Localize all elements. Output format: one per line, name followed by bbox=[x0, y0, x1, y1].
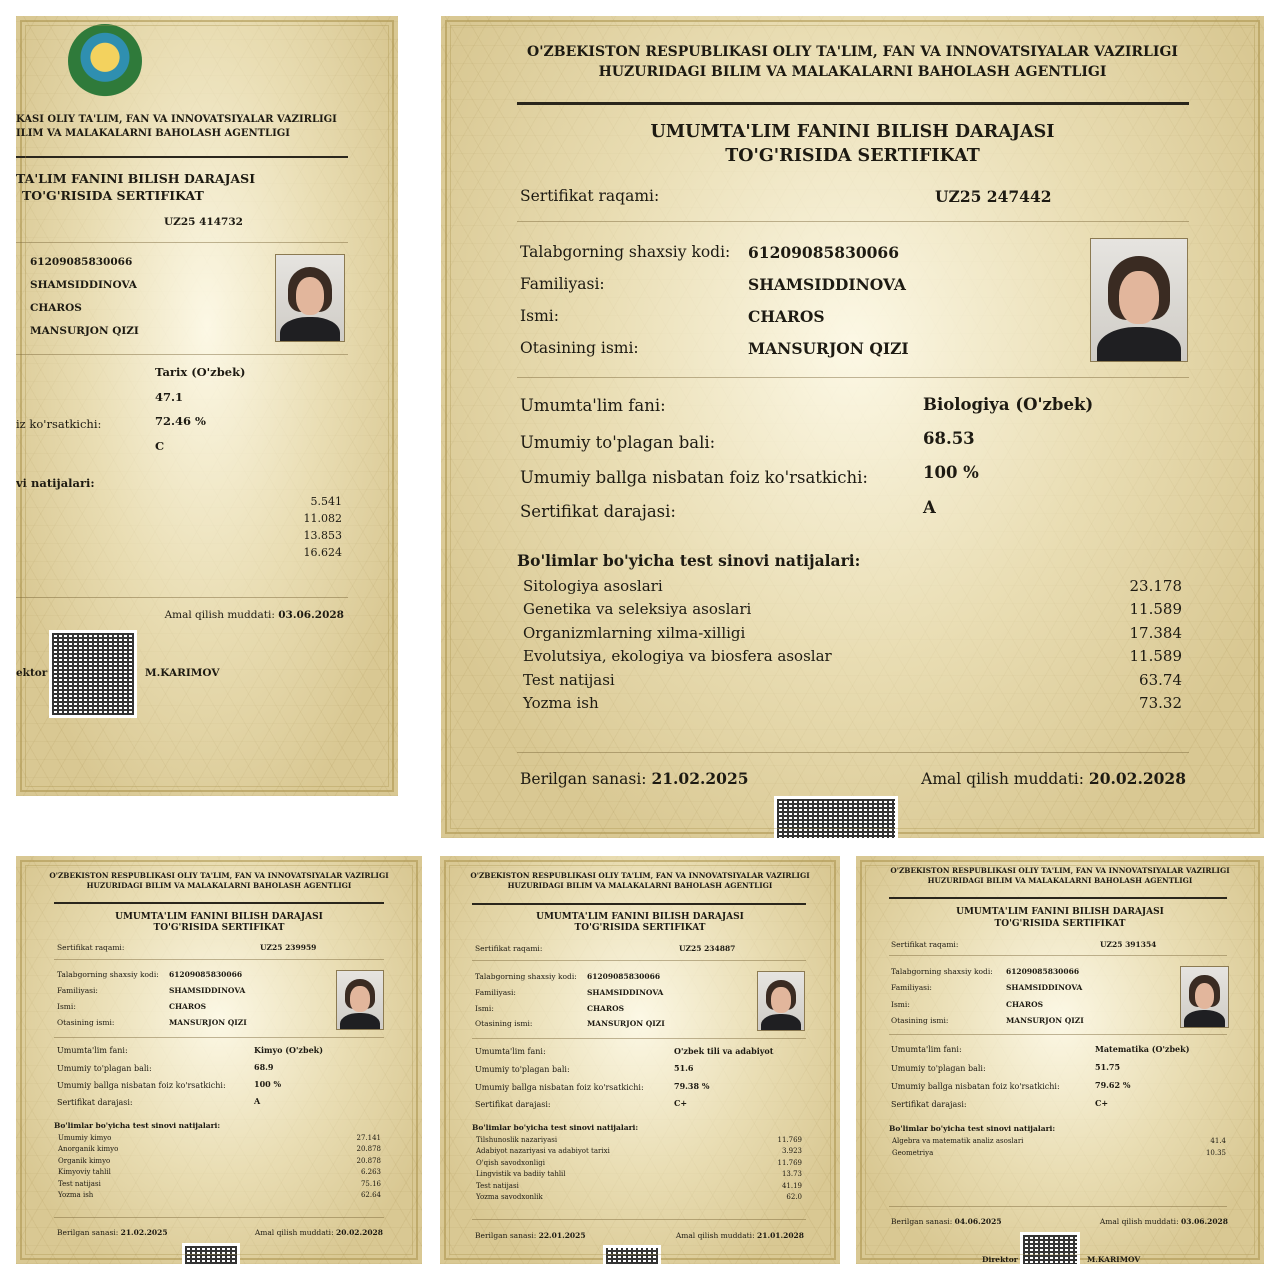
section-value: 20.878 bbox=[356, 1157, 381, 1165]
ministry-line-1: O'ZBEKISTON RESPUBLIKASI OLIY TA'LIM, FAN VA INNOVATSIYALAR VAZIRLIGI bbox=[890, 866, 1230, 875]
divider bbox=[16, 242, 348, 243]
section-value: 11.589 bbox=[1129, 600, 1182, 618]
sections-label: Bo'limlar bo'yicha test sinovi natijalari: bbox=[889, 1124, 1056, 1133]
patronymic-value: MANSURJON QIZI bbox=[1006, 1016, 1084, 1025]
applicant-photo bbox=[275, 254, 345, 342]
grade-value: C+ bbox=[1095, 1098, 1109, 1108]
personal-code-value: 61209085830066 bbox=[748, 243, 899, 262]
section-name: Test natijasi bbox=[523, 671, 615, 689]
name-value: CHAROS bbox=[30, 302, 82, 314]
percent-value: 79.38 % bbox=[674, 1081, 710, 1091]
qr-code[interactable] bbox=[774, 796, 898, 838]
ministry-line-2: ILIM VA MALAKALARNI BAHOLASH AGENTLIGI bbox=[16, 128, 290, 139]
divider bbox=[517, 221, 1189, 222]
issued-date bbox=[520, 769, 749, 788]
qr-code[interactable] bbox=[182, 1243, 240, 1264]
section-value: 11.769 bbox=[777, 1136, 802, 1144]
divider bbox=[472, 1219, 806, 1220]
section-value: 23.178 bbox=[1129, 577, 1182, 595]
section-value: 13.853 bbox=[303, 529, 342, 542]
section-value: 20.878 bbox=[356, 1145, 381, 1153]
qr-code[interactable] bbox=[603, 1245, 661, 1264]
section-name: Yozma ish bbox=[58, 1191, 94, 1199]
issued-date bbox=[891, 1217, 1002, 1226]
applicant-photo bbox=[336, 970, 384, 1030]
name-label: Ismi: bbox=[57, 1002, 76, 1011]
certificate-number-label: Sertifikat raqami: bbox=[520, 187, 660, 205]
valid-until-label: Amal qilish muddati: bbox=[164, 609, 275, 621]
patronymic-label: Otasining ismi: bbox=[475, 1019, 533, 1028]
score-value: 68.53 bbox=[923, 429, 975, 448]
applicant-photo bbox=[1090, 238, 1188, 362]
subject-value: O'zbek tili va adabiyot bbox=[674, 1046, 774, 1056]
header-rule bbox=[889, 897, 1227, 899]
header-rule bbox=[472, 903, 806, 905]
surname-label: Familiyasi: bbox=[57, 986, 98, 995]
personal-code-value: 61209085830066 bbox=[30, 256, 133, 268]
certificate-matematika bbox=[856, 856, 1264, 1264]
score-value: 68.9 bbox=[254, 1062, 274, 1072]
certificate-number: UZ25 239959 bbox=[260, 943, 317, 952]
applicant-photo bbox=[1180, 966, 1229, 1028]
certificate-number: UZ25 414732 bbox=[164, 216, 243, 228]
certificate-title-line-2: TO'G'RISIDA SERTIFIKAT bbox=[153, 923, 285, 933]
surname-label: Familiyasi: bbox=[475, 988, 516, 997]
section-name: Sitologiya asoslari bbox=[523, 577, 663, 595]
valid-until-date: 03.06.2028 bbox=[278, 609, 344, 621]
section-value: 17.384 bbox=[1129, 624, 1182, 642]
director-name: M.KARIMOV bbox=[1087, 1255, 1141, 1264]
section-name: Test natijasi bbox=[476, 1182, 519, 1190]
patronymic-label: Otasining ismi: bbox=[520, 339, 639, 357]
personal-code-value: 61209085830066 bbox=[169, 970, 243, 979]
issued-date-value: 21.02.2025 bbox=[651, 769, 749, 788]
divider bbox=[16, 597, 348, 598]
section-name: Umumiy kimyo bbox=[58, 1134, 112, 1142]
percent-label: Umumiy ballga nisbatan foiz ko'rsatkichi: bbox=[520, 468, 868, 487]
patronymic-value: MANSURJON QIZI bbox=[748, 339, 909, 358]
subject-value: Kimyo (O'zbek) bbox=[254, 1045, 323, 1055]
subject-label: Umumta'lim fani: bbox=[891, 1045, 962, 1054]
score-value: 51.75 bbox=[1095, 1062, 1121, 1072]
section-name: Test natijasi bbox=[58, 1180, 101, 1188]
score-label: Umumiy to'plagan bali: bbox=[891, 1064, 986, 1073]
header-rule bbox=[54, 902, 384, 904]
percent-label: Umumiy ballga nisbatan foiz ko'rsatkichi: bbox=[475, 1083, 644, 1092]
divider bbox=[54, 959, 384, 960]
valid-until-label: Amal qilish muddati: bbox=[921, 770, 1084, 788]
section-name: Tilshunoslik nazariyasi bbox=[476, 1136, 558, 1144]
section-value: 11.769 bbox=[777, 1159, 802, 1167]
section-name: Yozma ish bbox=[523, 694, 599, 712]
section-name: Lingvistik va badiiy tahlil bbox=[476, 1170, 566, 1178]
issued-date-label: Berilgan sanasi: bbox=[520, 770, 647, 788]
grade-label: Sertifikat darajasi: bbox=[891, 1100, 967, 1109]
section-value: 62.0 bbox=[786, 1193, 802, 1201]
surname-value: SHAMSIDDINOVA bbox=[30, 279, 137, 291]
percent-value: 100 % bbox=[254, 1079, 282, 1089]
director-label: Direktor bbox=[982, 1255, 1018, 1264]
issued-date bbox=[57, 1228, 168, 1237]
patronymic-value: MANSURJON QIZI bbox=[587, 1019, 665, 1028]
percent-value: 100 % bbox=[923, 463, 979, 482]
patronymic-label: Otasining ismi: bbox=[57, 1018, 115, 1027]
valid-until-date: 21.01.2028 bbox=[757, 1231, 804, 1240]
valid-until-label: Amal qilish muddati: bbox=[675, 1231, 755, 1240]
header-rule bbox=[517, 102, 1189, 105]
certificate-ozbek-tili bbox=[440, 856, 840, 1264]
section-name: Adabiyot nazariyasi va adabiyot tarixi bbox=[476, 1147, 610, 1155]
subject-label: Umumta'lim fani: bbox=[520, 396, 666, 415]
percent-label: iz ko'rsatkichi: bbox=[16, 417, 102, 431]
divider bbox=[889, 1206, 1227, 1207]
sections-label: vi natijalari: bbox=[16, 476, 95, 490]
certificate-kimyo bbox=[16, 856, 422, 1264]
valid-until-date: 03.06.2028 bbox=[1181, 1217, 1228, 1226]
certificate-title-line-2: TO'G'RISIDA SERTIFIKAT bbox=[725, 146, 980, 166]
valid-until-date: 20.02.2028 bbox=[1088, 769, 1186, 788]
certificate-number: UZ25 247442 bbox=[935, 187, 1052, 206]
personal-code-label: Talabgorning shaxsiy kodi: bbox=[520, 243, 731, 261]
sections-label: Bo'limlar bo'yicha test sinovi natijalari: bbox=[517, 551, 861, 570]
personal-code-label: Talabgorning shaxsiy kodi: bbox=[891, 967, 993, 976]
director-label: ektor bbox=[16, 667, 48, 679]
section-value: 3.923 bbox=[781, 1147, 802, 1155]
grade-label: Sertifikat darajasi: bbox=[520, 502, 676, 521]
applicant-photo bbox=[757, 971, 805, 1031]
divider bbox=[889, 1034, 1227, 1035]
certificate-number: UZ25 234887 bbox=[679, 944, 736, 953]
valid-until bbox=[676, 1231, 804, 1240]
divider bbox=[517, 752, 1189, 753]
section-value: 5.541 bbox=[310, 495, 342, 508]
grade-value: C bbox=[155, 439, 165, 453]
personal-code-label: Talabgorning shaxsiy kodi: bbox=[475, 972, 577, 981]
certificate-biologiya bbox=[441, 16, 1264, 838]
score-label: Umumiy to'plagan bali: bbox=[57, 1064, 152, 1073]
score-label: Umumiy to'plagan bali: bbox=[475, 1065, 570, 1074]
certificate-title-line-2: TO'G'RISIDA SERTIFIKAT bbox=[574, 923, 706, 933]
section-name: Yozma savodxonlik bbox=[476, 1193, 543, 1201]
grade-label: Sertifikat darajasi: bbox=[57, 1098, 133, 1107]
divider bbox=[54, 1217, 384, 1218]
valid-until bbox=[165, 609, 344, 621]
divider bbox=[472, 1038, 806, 1039]
surname-value: SHAMSIDDINOVA bbox=[587, 988, 664, 997]
section-value: 62.64 bbox=[360, 1191, 381, 1199]
divider bbox=[472, 960, 806, 961]
surname-label: Familiyasi: bbox=[891, 983, 932, 992]
section-value: 13.73 bbox=[781, 1170, 802, 1178]
valid-until-label: Amal qilish muddati: bbox=[254, 1228, 334, 1237]
score-value: 47.1 bbox=[155, 390, 184, 404]
ministry-line-2: HUZURIDAGI BILIM VA MALAKALARNI BAHOLASH AGENTLIGI bbox=[927, 876, 1193, 885]
patronymic-value: MANSURJON QIZI bbox=[30, 325, 139, 337]
score-label: Umumiy to'plagan bali: bbox=[520, 433, 716, 452]
certificate-number-label: Sertifikat raqami: bbox=[57, 943, 125, 952]
grade-value: A bbox=[254, 1096, 261, 1106]
personal-code-value: 61209085830066 bbox=[1006, 967, 1080, 976]
surname-value: SHAMSIDDINOVA bbox=[1006, 983, 1083, 992]
ministry-line-2: HUZURIDAGI BILIM VA MALAKALARNI BAHOLASH AGENTLIGI bbox=[86, 881, 352, 890]
valid-until bbox=[1100, 1217, 1228, 1226]
certificate-title-line-1: TA'LIM FANINI BILISH DARAJASI bbox=[16, 171, 256, 186]
score-value: 51.6 bbox=[674, 1063, 694, 1073]
section-value: 63.74 bbox=[1139, 671, 1182, 689]
percent-value: 79.62 % bbox=[1095, 1080, 1131, 1090]
valid-until bbox=[255, 1228, 383, 1237]
certificate-title-line-2: TO'G'RISIDA SERTIFIKAT bbox=[22, 188, 204, 203]
valid-until-date: 20.02.2028 bbox=[336, 1228, 383, 1237]
subject-label: Umumta'lim fani: bbox=[57, 1046, 128, 1055]
subject-value: Matematika (O'zbek) bbox=[1095, 1044, 1190, 1054]
section-value: 41.4 bbox=[1210, 1137, 1226, 1145]
certificate-title-line-1: UMUMTA'LIM FANINI BILISH DARAJASI bbox=[536, 912, 744, 922]
grade-label: Sertifikat darajasi: bbox=[475, 1100, 551, 1109]
director-name: M.KARIMOV bbox=[145, 667, 220, 679]
grade-value: C+ bbox=[674, 1098, 688, 1108]
issued-date-value: 21.02.2025 bbox=[120, 1228, 168, 1237]
ministry-line-1: O'ZBEKISTON RESPUBLIKASI OLIY TA'LIM, FAN VA INNOVATSIYALAR VAZIRLIGI bbox=[527, 44, 1178, 60]
section-value: 16.624 bbox=[303, 546, 342, 559]
certificate-title-line-1: UMUMTA'LIM FANINI BILISH DARAJASI bbox=[115, 912, 323, 922]
section-name: Organik kimyo bbox=[58, 1157, 111, 1165]
certificate-tarix bbox=[16, 16, 398, 796]
personal-code-value: 61209085830066 bbox=[587, 972, 661, 981]
section-name: Evolutsiya, ekologiya va biosfera asoslar bbox=[523, 647, 832, 665]
patronymic-value: MANSURJON QIZI bbox=[169, 1018, 247, 1027]
section-name: Kimyoviy tahlil bbox=[58, 1168, 111, 1176]
section-value: 75.16 bbox=[360, 1180, 381, 1188]
valid-until bbox=[921, 769, 1186, 788]
surname-value: SHAMSIDDINOVA bbox=[748, 275, 906, 294]
name-value: CHAROS bbox=[587, 1004, 625, 1013]
divider bbox=[16, 354, 348, 355]
section-name: Organizmlarning xilma-xilligi bbox=[523, 624, 746, 642]
percent-label: Umumiy ballga nisbatan foiz ko'rsatkichi: bbox=[891, 1082, 1060, 1091]
surname-value: SHAMSIDDINOVA bbox=[169, 986, 246, 995]
section-value: 73.32 bbox=[1139, 694, 1182, 712]
personal-code-label: Talabgorning shaxsiy kodi: bbox=[57, 970, 159, 979]
section-value: 6.263 bbox=[360, 1168, 381, 1176]
issued-date-label: Berilgan sanasi: bbox=[891, 1217, 953, 1226]
ministry-line-2: HUZURIDAGI BILIM VA MALAKALARNI BAHOLASH AGENTLIGI bbox=[507, 881, 773, 890]
section-name: Geometriya bbox=[892, 1149, 934, 1157]
state-emblem-icon bbox=[68, 24, 142, 98]
section-value: 10.35 bbox=[1205, 1149, 1226, 1157]
ministry-line-1: O'ZBEKISTON RESPUBLIKASI OLIY TA'LIM, FAN VA INNOVATSIYALAR VAZIRLIGI bbox=[470, 871, 810, 880]
subject-value: Tarix (O'zbek) bbox=[155, 365, 246, 379]
sections-label: Bo'limlar bo'yicha test sinovi natijalari: bbox=[54, 1121, 221, 1130]
divider bbox=[517, 377, 1189, 378]
issued-date-value: 04.06.2025 bbox=[954, 1217, 1002, 1226]
name-value: CHAROS bbox=[1006, 1000, 1044, 1009]
qr-code[interactable] bbox=[49, 630, 137, 718]
grade-value: A bbox=[923, 498, 936, 517]
qr-code[interactable] bbox=[1020, 1232, 1080, 1264]
percent-value: 72.46 % bbox=[155, 414, 206, 428]
certificate-number-label: Sertifikat raqami: bbox=[891, 940, 959, 949]
sections-label: Bo'limlar bo'yicha test sinovi natijalari: bbox=[472, 1123, 639, 1132]
name-value: CHAROS bbox=[748, 307, 825, 326]
ministry-line-1: KASI OLIY TA'LIM, FAN VA INNOVATSIYALAR VAZIRLIGI bbox=[16, 114, 337, 125]
issued-date-label: Berilgan sanasi: bbox=[475, 1231, 537, 1240]
name-label: Ismi: bbox=[520, 307, 559, 325]
certificate-number: UZ25 391354 bbox=[1100, 940, 1157, 949]
section-name: O'qish savodxonligi bbox=[476, 1159, 545, 1167]
patronymic-label: Otasining ismi: bbox=[891, 1016, 949, 1025]
issued-date-label: Berilgan sanasi: bbox=[57, 1228, 119, 1237]
name-value: CHAROS bbox=[169, 1002, 207, 1011]
section-value: 11.589 bbox=[1129, 647, 1182, 665]
certificate-title-line-2: TO'G'RISIDA SERTIFIKAT bbox=[994, 919, 1126, 929]
percent-label: Umumiy ballga nisbatan foiz ko'rsatkichi: bbox=[57, 1081, 226, 1090]
divider bbox=[889, 955, 1227, 956]
valid-until-label: Amal qilish muddati: bbox=[1099, 1217, 1179, 1226]
section-value: 11.082 bbox=[303, 512, 342, 525]
issued-date bbox=[475, 1231, 586, 1240]
certificate-title-line-1: UMUMTA'LIM FANINI BILISH DARAJASI bbox=[956, 907, 1164, 917]
certificate-title-line-1: UMUMTA'LIM FANINI BILISH DARAJASI bbox=[650, 122, 1055, 142]
subject-label: Umumta'lim fani: bbox=[475, 1047, 546, 1056]
divider bbox=[54, 1037, 384, 1038]
name-label: Ismi: bbox=[891, 1000, 910, 1009]
ministry-line-1: O'ZBEKISTON RESPUBLIKASI OLIY TA'LIM, FAN VA INNOVATSIYALAR VAZIRLIGI bbox=[49, 871, 389, 880]
section-value: 41.19 bbox=[781, 1182, 802, 1190]
name-label: Ismi: bbox=[475, 1004, 494, 1013]
certificate-number-label: Sertifikat raqami: bbox=[475, 944, 543, 953]
ministry-line-2: HUZURIDAGI BILIM VA MALAKALARNI BAHOLASH AGENTLIGI bbox=[598, 64, 1107, 80]
header-rule bbox=[16, 156, 348, 158]
surname-label: Familiyasi: bbox=[520, 275, 605, 293]
issued-date-value: 22.01.2025 bbox=[538, 1231, 586, 1240]
section-value: 27.141 bbox=[356, 1134, 381, 1142]
subject-value: Biologiya (O'zbek) bbox=[923, 395, 1094, 414]
section-name: Anorganik kimyo bbox=[58, 1145, 119, 1153]
section-name: Genetika va seleksiya asoslari bbox=[523, 600, 752, 618]
section-name: Algebra va matematik analiz asoslari bbox=[892, 1137, 1024, 1145]
